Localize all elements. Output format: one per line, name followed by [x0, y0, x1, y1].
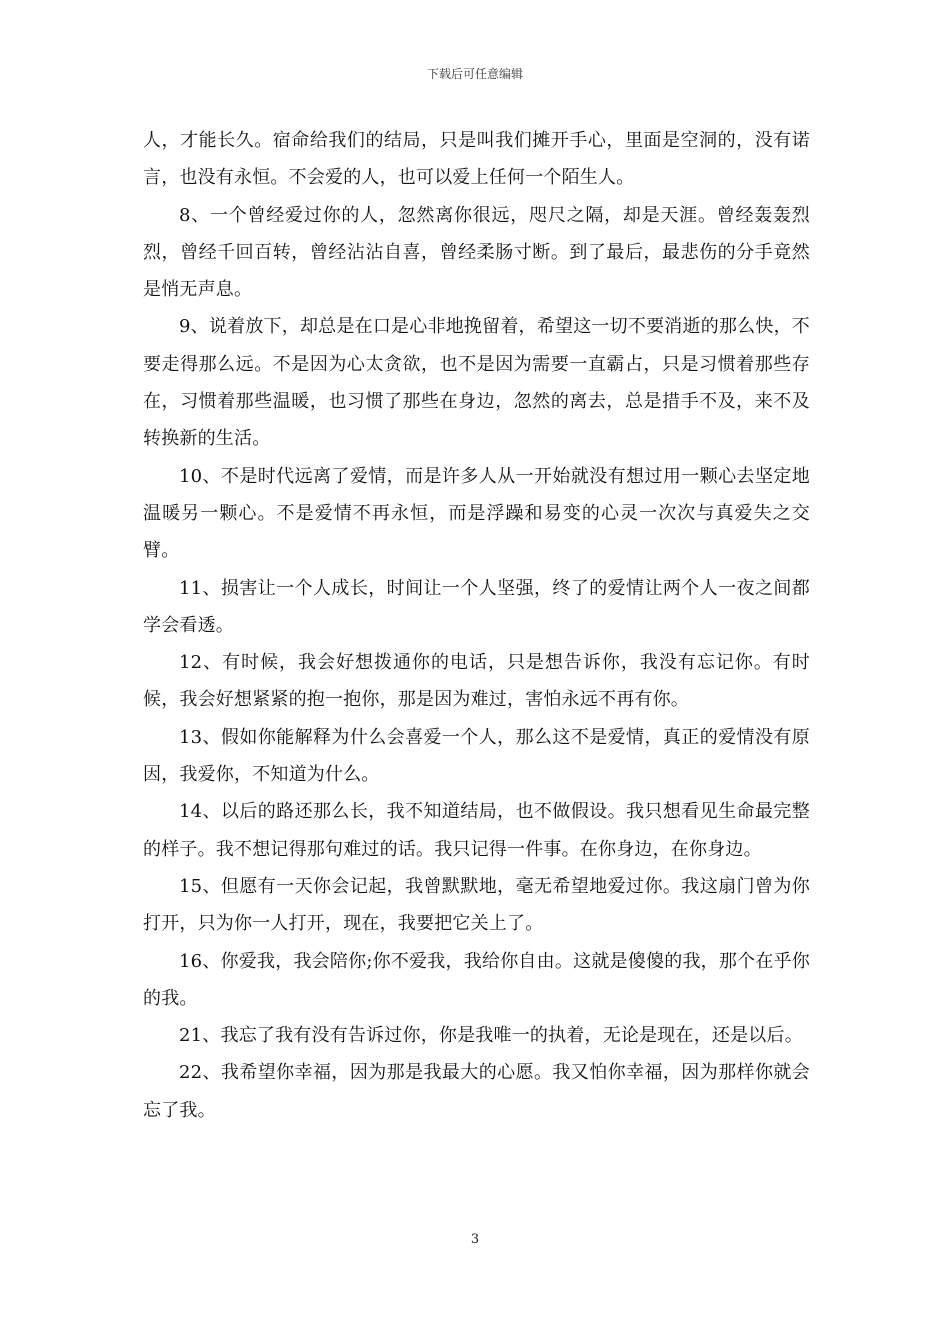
paragraph-item-21: 21、我忘了我有没有告诉过你，你是我唯一的执着，无论是现在，还是以后。 [179, 1025, 803, 1047]
paragraph-item-13: 13、假如你能解释为什么会喜爱一个人，那么这不是爱情，真正的爱情没有原因，我爱你，不知道为什么。 [143, 726, 810, 786]
paragraph-item-9: 9、说着放下，却总是在口是心非地挽留着，希望这一切不要消逝的那么快，不要走得那么远。不是因为心太贪欲，也不是因为需要一直霸占，只是习惯着那些存在，习惯着那些温暖，也习惯了那些在身边，忽然的离去，总是措手不及，来不及转换新的生活。 [143, 316, 810, 450]
paragraph-item-12: 12、有时候，我会好想拨通你的电话，只是想告诉你，我没有忘记你。有时候，我会好想紧紧的抱一抱你，那是因为难过，害怕永远不再有你。 [143, 652, 810, 711]
paragraph-item-11: 11、损害让一个人成长，时间让一个人坚强，终了的爱情让两个人一夜之间都学会看透。 [143, 577, 810, 636]
paragraph-continued: 人，才能长久。宿命给我们的结局，只是叫我们摊开手心，里面是空洞的，没有诺言，也没有永恒。不会爱的人，也可以爱上任何一个陌生人。 [143, 130, 810, 189]
paragraph-item-14: 14、以后的路还那么长，我不知道结局，也不做假设。我只想看见生命最完整的样子。我不想记得那句难过的话。我只记得一件事。在你身边，在你身边。 [143, 801, 810, 860]
paragraph-item-16: 16、你爱我，我会陪你;你不爱我，我给你自由。这就是傻傻的我，那个在乎你的我。 [143, 950, 810, 1009]
page-header: 下载后可任意编辑 [426, 67, 523, 81]
paragraph-item-22: 22、我希望你幸福，因为那是我最大的心愿。我又怕你幸福，因为那样你就会忘了我。 [143, 1062, 810, 1121]
document-body [143, 122, 810, 1129]
paragraph-item-10: 10、不是时代远离了爱情，而是许多人从一开始就没有想过用一颗心去坚定地温暖另一颗心。不是爱情不再永恒，而是浮躁和易变的心灵一次次与真爱失之交臂。 [143, 465, 810, 562]
paragraph-item-8: 8、一个曾经爱过你的人，忽然离你很远，咫尺之隔，却是天涯。曾经轰轰烈烈，曾经千回百转，曾经沾沾自喜，曾经柔肠寸断。到了最后，最悲伤的分手竟然是悄无声息。 [143, 204, 810, 301]
page-number: 3 [470, 1232, 480, 1247]
paragraph-item-15: 15、但愿有一天你会记起，我曾默默地，毫无希望地爱过你。我这扇门曾为你打开，只为你一人打开，现在，我要把它关上了。 [143, 875, 810, 935]
